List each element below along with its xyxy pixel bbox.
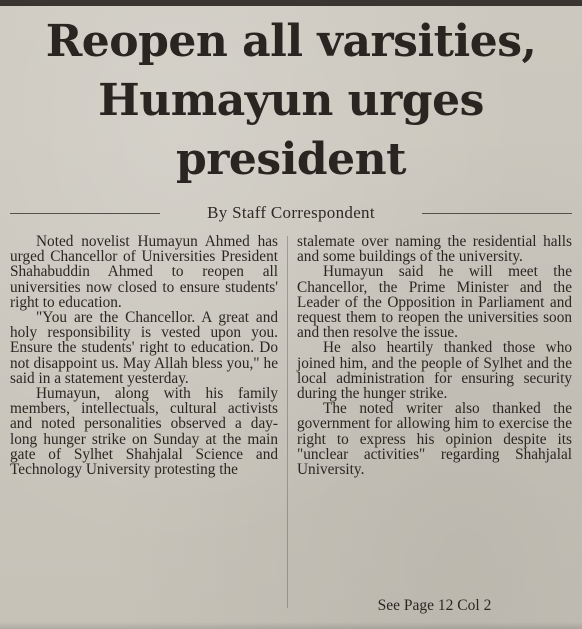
- article-column-left: [10, 234, 278, 477]
- headline-line-2: Humayun urges: [98, 75, 484, 126]
- paragraph: stalemate over naming the residential halls and some buildings of the university.: [297, 233, 572, 266]
- paragraph: Humayun, along with his family members, intellectuals, cultural activists and noted personalities observed a day-long hunger strike on Sunday at the main gate of Sylhet Shahjalal Science and Technology University protesting the: [10, 385, 278, 479]
- paragraph: "You are the Chancellor. A great and holy responsibility is vested upon you. Ensure the students' right to education. Do not disappoint us. May Allah bless you," he said in a statement yesterday.: [10, 309, 278, 387]
- column-divider: [287, 236, 288, 608]
- paragraph: Noted novelist Humayun Ahmed has urged Chancellor of Universities President Shahabuddin Ahmed to reopen all universities now closed to ensure students' right to education.: [10, 233, 278, 311]
- article-column-right: [297, 234, 572, 477]
- byline-rule-right: [422, 213, 572, 214]
- continued-on-page-note: See Page 12 Col 2: [377, 597, 492, 614]
- paragraph: He also heartily thanked those who joined him, and the people of Sylhet and the local administration for ensuring security during the hunger strike.: [297, 339, 572, 403]
- headline-line-1: Reopen all varsities,: [45, 16, 537, 67]
- top-border-rule: [0, 0, 582, 6]
- bottom-edge-shadow: [0, 622, 582, 629]
- byline: By Staff Correspondent: [207, 203, 375, 222]
- headline: [0, 12, 582, 189]
- paragraph: Humayun said he will meet the Chancellor, the Prime Minister and the Leader of the Opposition in Parliament and request them to reopen the universities soon and then resolve the issue.: [297, 263, 572, 342]
- headline-line-3: president: [175, 134, 406, 185]
- paragraph: The noted writer also thanked the government for allowing him to exercise the right to express his opinion despite its "unclear activities" regarding Shahjalal University.: [297, 400, 572, 479]
